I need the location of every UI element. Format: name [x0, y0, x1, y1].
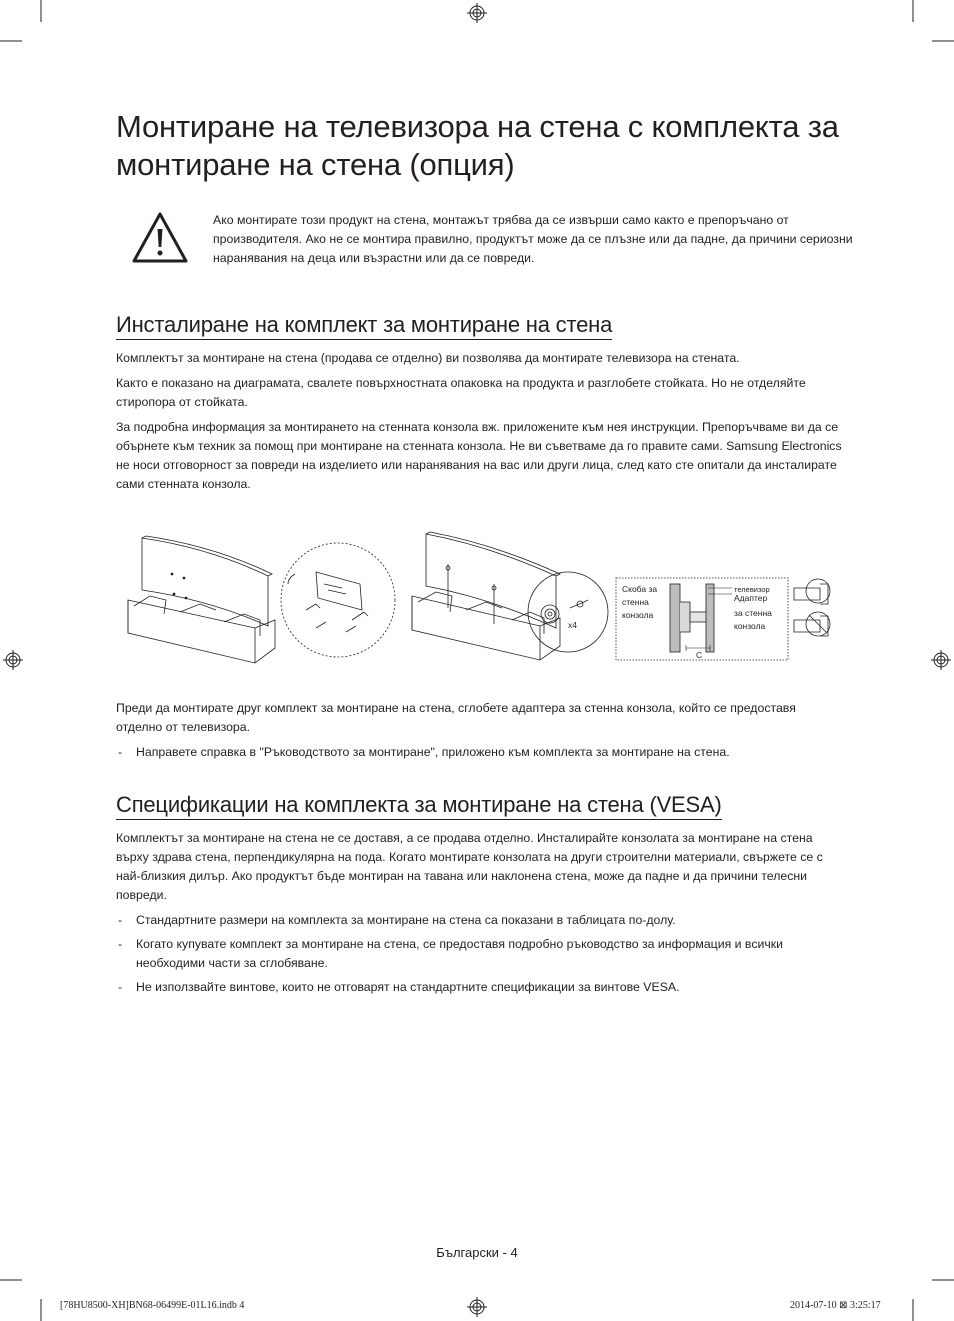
page-number: Български - 4 [436, 1245, 518, 1260]
registration-mark-top [467, 3, 487, 23]
screw-incorrect-icon [794, 612, 830, 636]
registration-mark-right [931, 650, 951, 670]
bracket-label-line: конзола [622, 610, 654, 620]
bullet-text: Не използвайте винтове, които не отговарят на стандартните спецификации за винтове VESA. [136, 980, 680, 994]
section-heading-vesa: Спецификации на комплекта за монтиране на стена (VESA) [116, 792, 722, 820]
imprint-date: 2014-07-10 ⊠ 3:25:17 [790, 1300, 881, 1311]
dimension-label: C [696, 650, 703, 660]
bullet-item: - Стандартните размери на комплекта за монтиране на стена са показани в таблицата по-долу. [116, 911, 842, 930]
paragraph: Комплектът за монтиране на стена (продава се отделно) ви позволява да монтирате телевизора на стената. [116, 351, 740, 365]
detail-circle-screws-removal [281, 543, 395, 657]
adapter-label-line: за стенна [734, 608, 772, 618]
screw-correct-icon [794, 579, 830, 604]
tv-back-illustration-1 [128, 536, 275, 663]
bullet-item: - Не използвайте винтове, които не отговарят на стандартните спецификации за винтове VESA. [116, 978, 842, 997]
adapter-label-line: конзола [734, 621, 766, 631]
count-label: x4 [568, 620, 577, 630]
bullet-item: - Когато купувате комплект за монтиране на стена, се предоставя подробно ръководство за информация и всички необходими части за сглобяване. [116, 935, 842, 973]
bullet-text: Стандартните размери на комплекта за монтиране на стена са показани в таблицата по-долу. [136, 913, 676, 927]
paragraph: Преди да монтирате друг комплект за монтиране на стена, сглобете адаптера за стенна конзола, който се предоставя отделно от телевизора. [116, 701, 796, 734]
bracket-label-line: стенна [622, 597, 649, 607]
warning-text: Ако монтирате този продукт на стена, монтажът трябва да се извърши само както е препоръчано от производителя. Ако не се монтира правилно, продуктът може да се плъзне или да падне, да причини сериозни наранявания на деца или възрастни или да се повреди. [213, 213, 853, 265]
page-title: Монтиране на телевизора на стена с комплекта за монтиране на стена (опция) [116, 109, 839, 182]
tv-back-illustration-2 [412, 532, 560, 660]
imprint-file: [78HU8500-XH]BN68-06499E-01L16.indb 4 [60, 1300, 245, 1311]
registration-mark-bottom [467, 1297, 487, 1317]
bullet-text: Когато купувате комплект за монтиране на стена, се предоставя подробно ръководство за информация и всички необходими части за сглобяване. [136, 937, 784, 970]
bullet-text: Направете справка в "Ръководството за монтиране", приложено към комплекта за монтиране на стена. [136, 745, 730, 759]
registration-mark-left [3, 650, 23, 670]
wall-mount-diagram [120, 528, 840, 678]
paragraph: Както е показано на диаграмата, свалете повърхностната опаковка на продукта и разглобете стойката. Но не отделяйте стиропора от стойката. [116, 376, 806, 409]
warning-triangle-icon [131, 211, 189, 265]
paragraph: Комплектът за монтиране на стена не се доставя, а се продава отделно. Инсталирайте конзолата за монтиране на стена върху здрава стена, перпендикулярна на пода. Когато монтирате конзолата на други строителни материали, свържете се с най-близкия дилър. Ако продуктът бъде монтиран на тавана или наклонена стена, може да падне и да причини телесни повреди. [116, 831, 823, 902]
tv-label: телевизор [734, 585, 770, 594]
bracket-label-line: Скоба за [622, 584, 658, 594]
section-heading-install: Инсталиране на комплект за монтиране на стена [116, 312, 612, 340]
bullet-item: - Направете справка в "Ръководството за монтиране", приложено към комплекта за монтиране на стена. [116, 743, 842, 762]
adapter-label-line: Адаптер [734, 593, 768, 603]
paragraph: За подробна информация за монтирането на стенната конзола вж. приложените към нея инструкции. Препоръчваме ви да се обърнете към техник за помощ при монтиране на стенната конзола. Не ви съветваме да го правите сами. Samsung Electronics не носи отговорност за повреди на изделието или наранявания на вас или други лица, след като сте опитали да инсталирате сами стенната конзола. [116, 420, 842, 491]
